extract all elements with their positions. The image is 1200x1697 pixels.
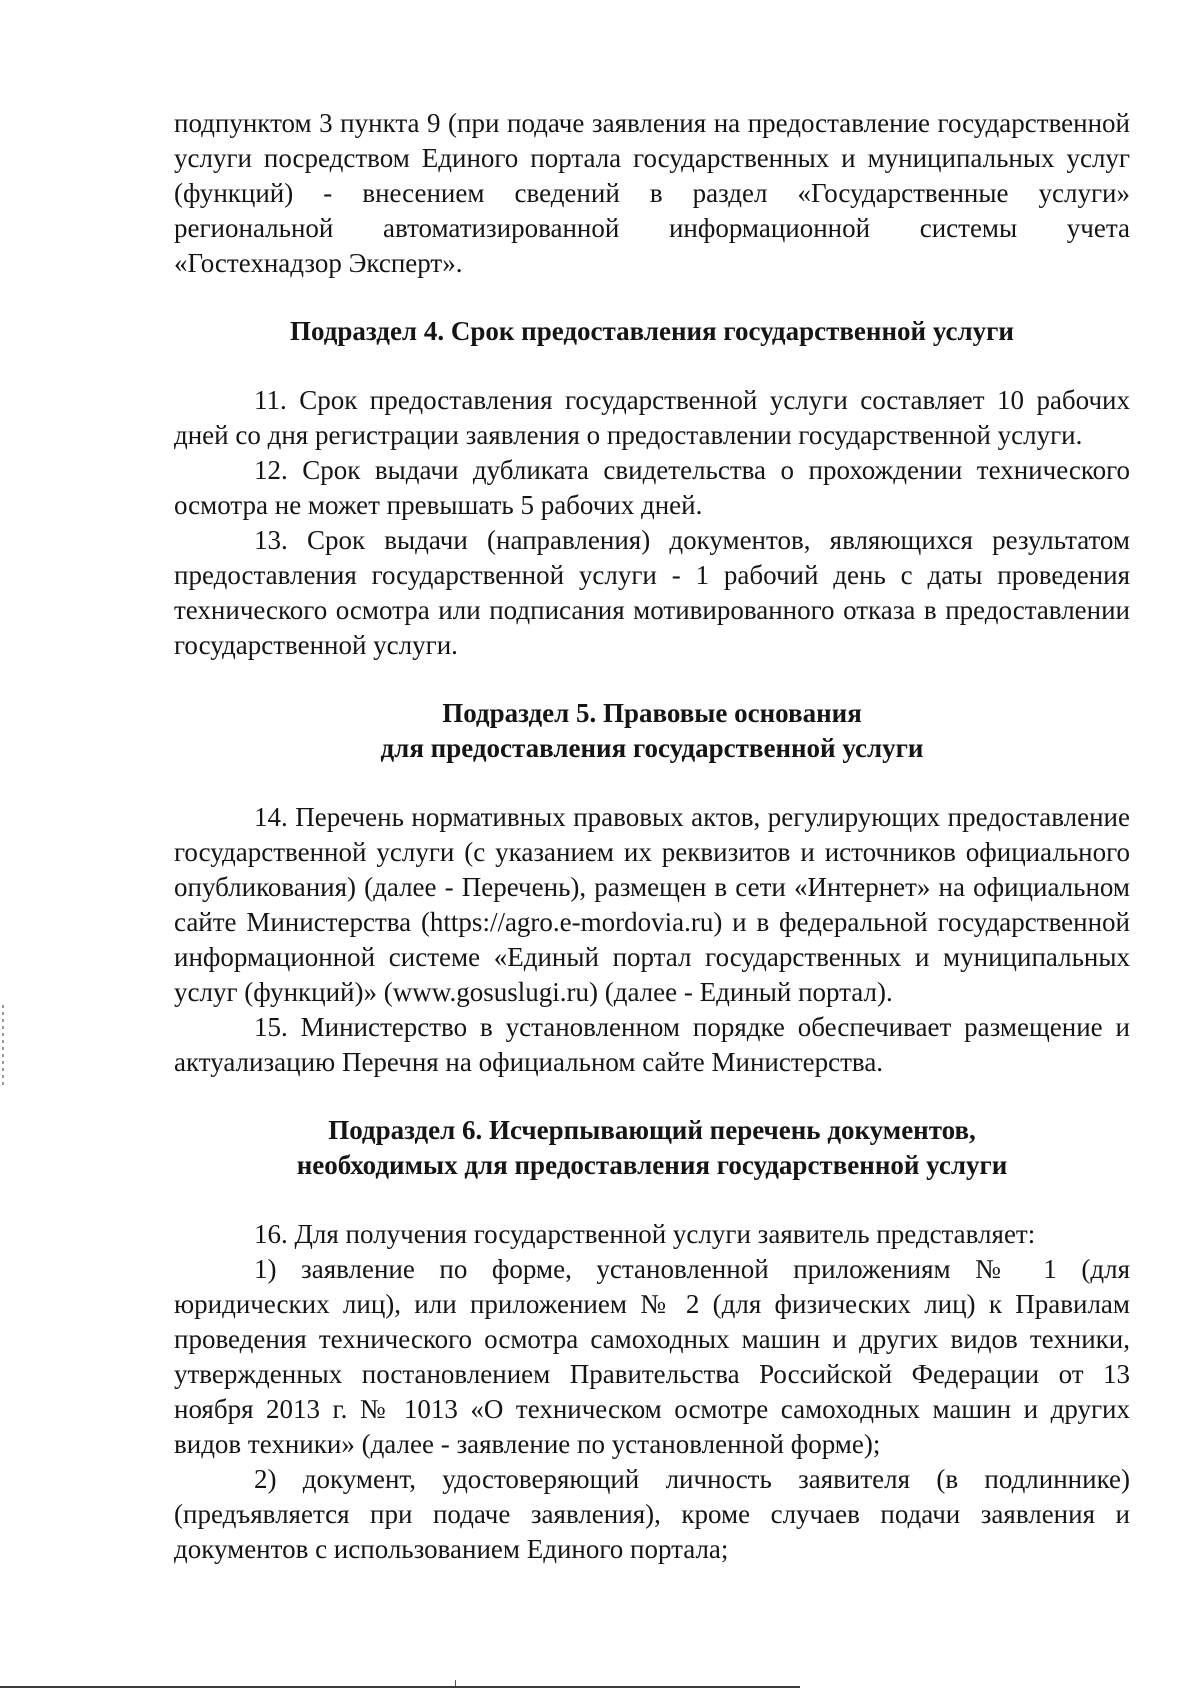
paragraph-16: 16. Для получения государственной услуги заявитель представляет: — [254, 1219, 1036, 1249]
section-title-line: Подраздел 6. Исчерпывающий перечень документов, — [328, 1115, 976, 1145]
section-title-line: Подраздел 5. Правовые основания — [442, 698, 862, 728]
section-4-title — [174, 314, 1130, 349]
paragraph-16-item-2: 2) документ, удостоверяющий личность заявителя (в подлиннике) (предъявляется при подаче заявления), кроме случаев подачи заявления и документов с использованием Единого портала; — [174, 1464, 1130, 1564]
paragraph-12: 12. Срок выдачи дубликата свидетельства о прохождении технического осмотра не может превышать 5 рабочих дней. — [174, 455, 1130, 520]
paragraph-16-item-1: 1) заявление по форме, установленной приложениям № 1 (для юридических лиц), или приложением № 2 (для физических лиц) к Правилам проведения технического осмотра самоходных машин и других видов техники, утвержденных постановлением Правительства Российской Федерации от 13 ноября 2013 г. № 1013 «О техническом осмотре самоходных машин и других видов техники» (далее - заявление по установленной форме); — [174, 1254, 1130, 1459]
section-title-line: для предоставления государственной услуги — [380, 733, 924, 763]
paragraph-14: 14. Перечень нормативных правовых актов, регулирующих предоставление государственной услуги (с указанием их реквизитов и источников официального опубликования) (далее - Перечень), размещен в сети «Интернет» на официальном сайте Министерства (https://agro.e-mordovia.ru) и в федеральной государственной информационной системе «Единый портал государственных и муниципальных услуг (функций)» (www.gosuslugi.ru) (далее - Единый портал). — [174, 802, 1130, 1007]
document-page — [174, 106, 1130, 1567]
section-title-line: Подраздел 4. Срок предоставления государственной услуги — [290, 316, 1014, 346]
section-title-line: необходимых для предоставления государственной услуги — [296, 1150, 1008, 1180]
section-6-title — [174, 1113, 1130, 1183]
paragraph-11: 11. Срок предоставления государственной услуги составляет 10 рабочих дней со дня регистрации заявления о предоставлении государственной услуги. — [174, 385, 1130, 450]
scan-margin-marks — [2, 1005, 4, 1085]
scan-bottom-line — [0, 1686, 800, 1688]
paragraph-13: 13. Срок выдачи (направления) документов, являющихся результатом предоставления государственной услуги - 1 рабочий день с даты проведения технического осмотра или подписания мотивированного отказа в предоставлении государственной услуги. — [174, 525, 1130, 660]
paragraph-15: 15. Министерство в установленном порядке обеспечивает размещение и актуализацию Перечня на официальном сайте Министерства. — [174, 1012, 1130, 1077]
scan-tick-mark — [455, 1680, 456, 1686]
section-5-title — [174, 696, 1130, 766]
intro-paragraph: подпунктом 3 пункта 9 (при подаче заявления на предоставление государственной услуги посредством Единого портала государственных и муниципальных услуг (функций) - внесением сведений в раздел «Государственные услуги» региональной автоматизированной информационной системы учета «Гостехнадзор Эксперт». — [174, 108, 1130, 278]
